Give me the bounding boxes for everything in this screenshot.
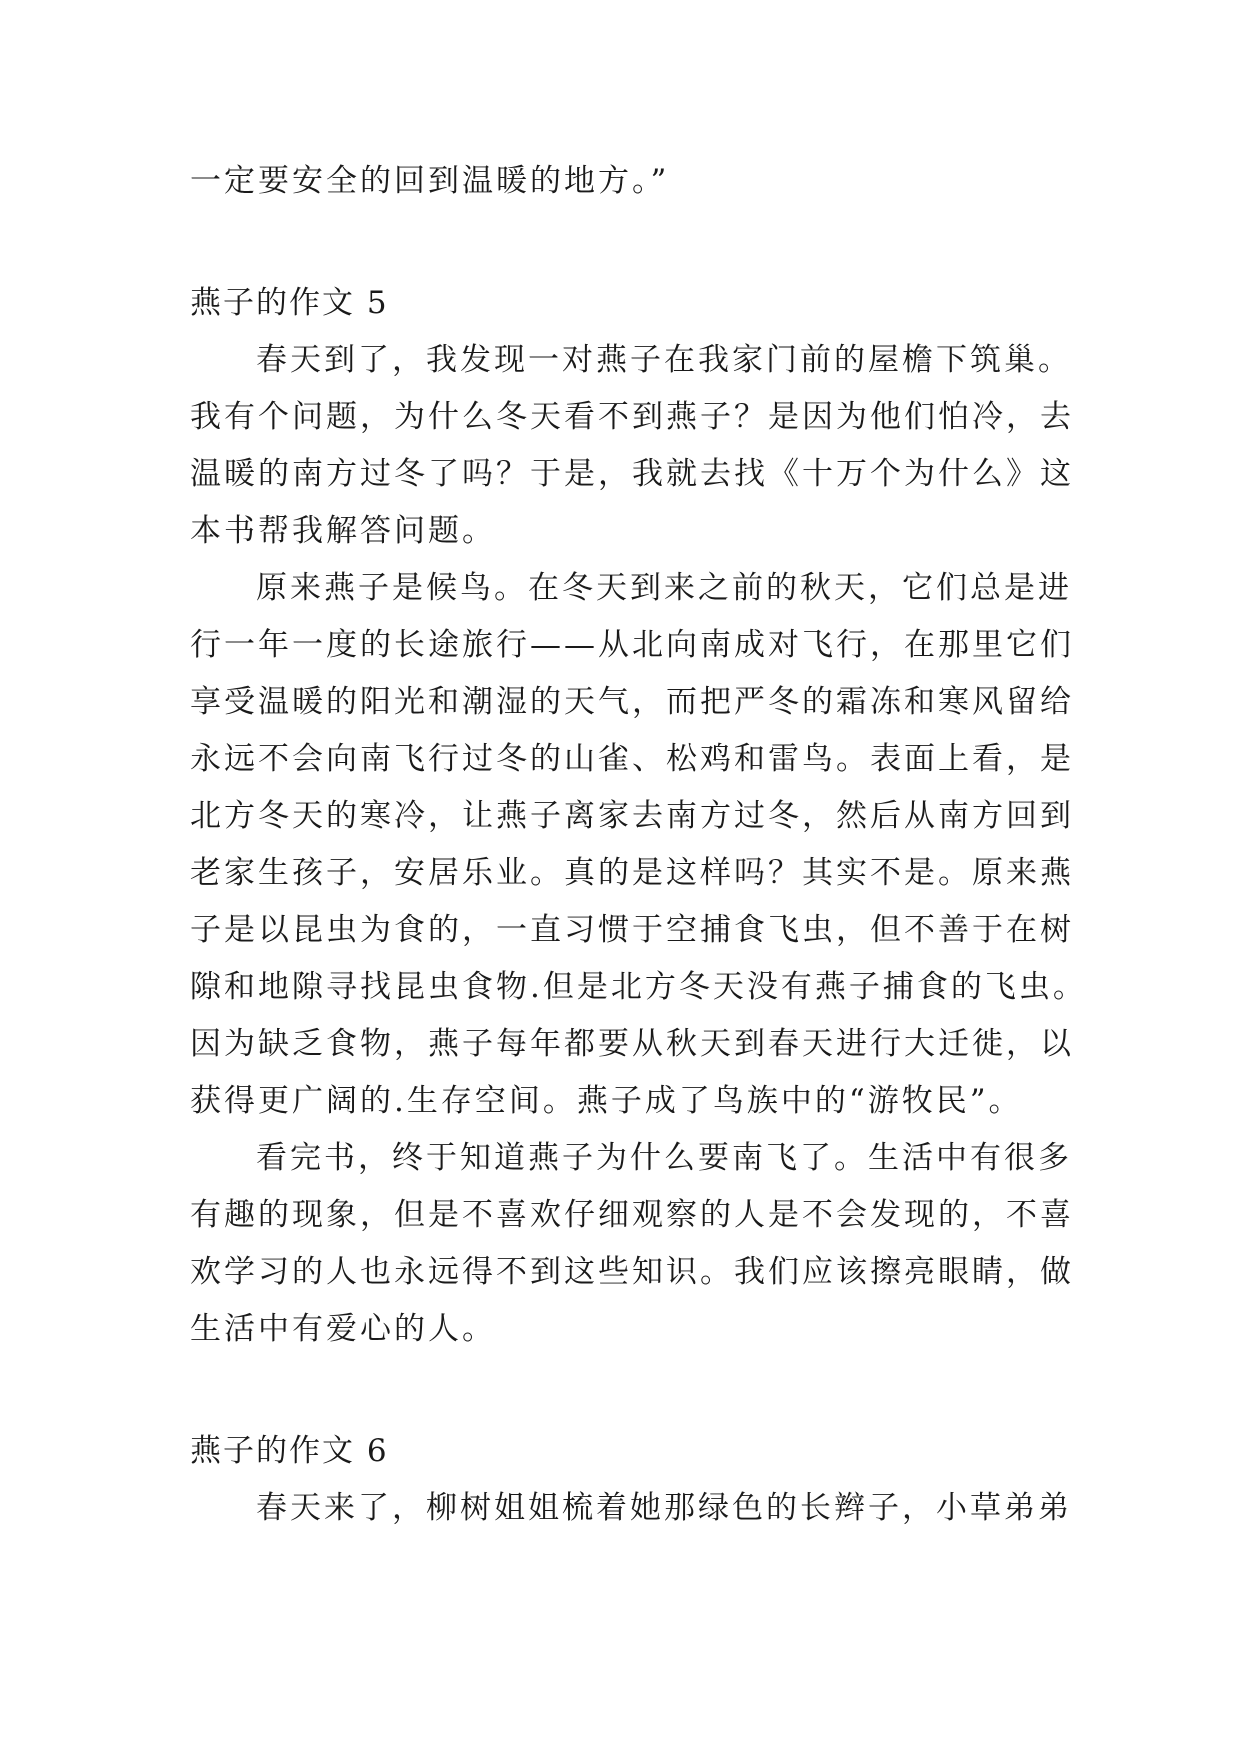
- paragraph-line: 我有个问题，为什么冬天看不到燕子？是因为他们怕冷，去: [190, 399, 1074, 435]
- paragraph-line: 本书帮我解答问题。: [190, 513, 496, 549]
- paragraph-line: 生活中有爱心的人。: [190, 1311, 496, 1347]
- paragraph-line: 看完书，终于知道燕子为什么要南飞了。生活中有很多: [256, 1140, 1072, 1176]
- paragraph-line: 原来燕子是候鸟。在冬天到来之前的秋天，它们总是进: [256, 570, 1072, 606]
- paragraph-line: 有趣的现象，但是不喜欢仔细观察的人是不会发现的，不喜: [190, 1197, 1074, 1233]
- paragraph-line: 隙和地隙寻找昆虫食物.但是北方冬天没有燕子捕食的飞虫。: [190, 969, 1087, 1005]
- paragraph-line: 欢学习的人也永远得不到这些知识。我们应该擦亮眼睛，做: [190, 1254, 1074, 1290]
- text-line: 一定要安全的回到温暖的地方。”: [190, 163, 670, 199]
- paragraph-line: 北方冬天的寒冷，让燕子离家去南方过冬，然后从南方回到: [190, 798, 1074, 834]
- paragraph-line: 获得更广阔的.生存空间。燕子成了鸟族中的“游牧民”。: [190, 1083, 1023, 1119]
- section-heading: 燕子的作文 6: [190, 1433, 389, 1469]
- section-heading: 燕子的作文 5: [190, 285, 389, 321]
- paragraph-line: 享受温暖的阳光和潮湿的天气，而把严冬的霜冻和寒风留给: [190, 684, 1074, 720]
- paragraph-line: 子是以昆虫为食的，一直习惯于空捕食飞虫，但不善于在树: [190, 912, 1074, 948]
- paragraph-line: 春天到了，我发现一对燕子在我家门前的屋檐下筑巢。: [256, 342, 1072, 378]
- paragraph-line: 因为缺乏食物，燕子每年都要从秋天到春天进行大迁徙，以: [190, 1026, 1074, 1062]
- paragraph-line: 老家生孩子，安居乐业。真的是这样吗？其实不是。原来燕: [190, 855, 1074, 891]
- paragraph-line: 春天来了，柳树姐姐梳着她那绿色的长辫子，小草弟弟: [256, 1490, 1072, 1526]
- paragraph-line: 温暖的南方过冬了吗？于是，我就去找《十万个为什么》这: [190, 456, 1074, 492]
- paragraph-line: 永远不会向南飞行过冬的山雀、松鸡和雷鸟。表面上看，是: [190, 741, 1074, 777]
- paragraph-line: 行一年一度的长途旅行——从北向南成对飞行，在那里它们: [190, 627, 1074, 663]
